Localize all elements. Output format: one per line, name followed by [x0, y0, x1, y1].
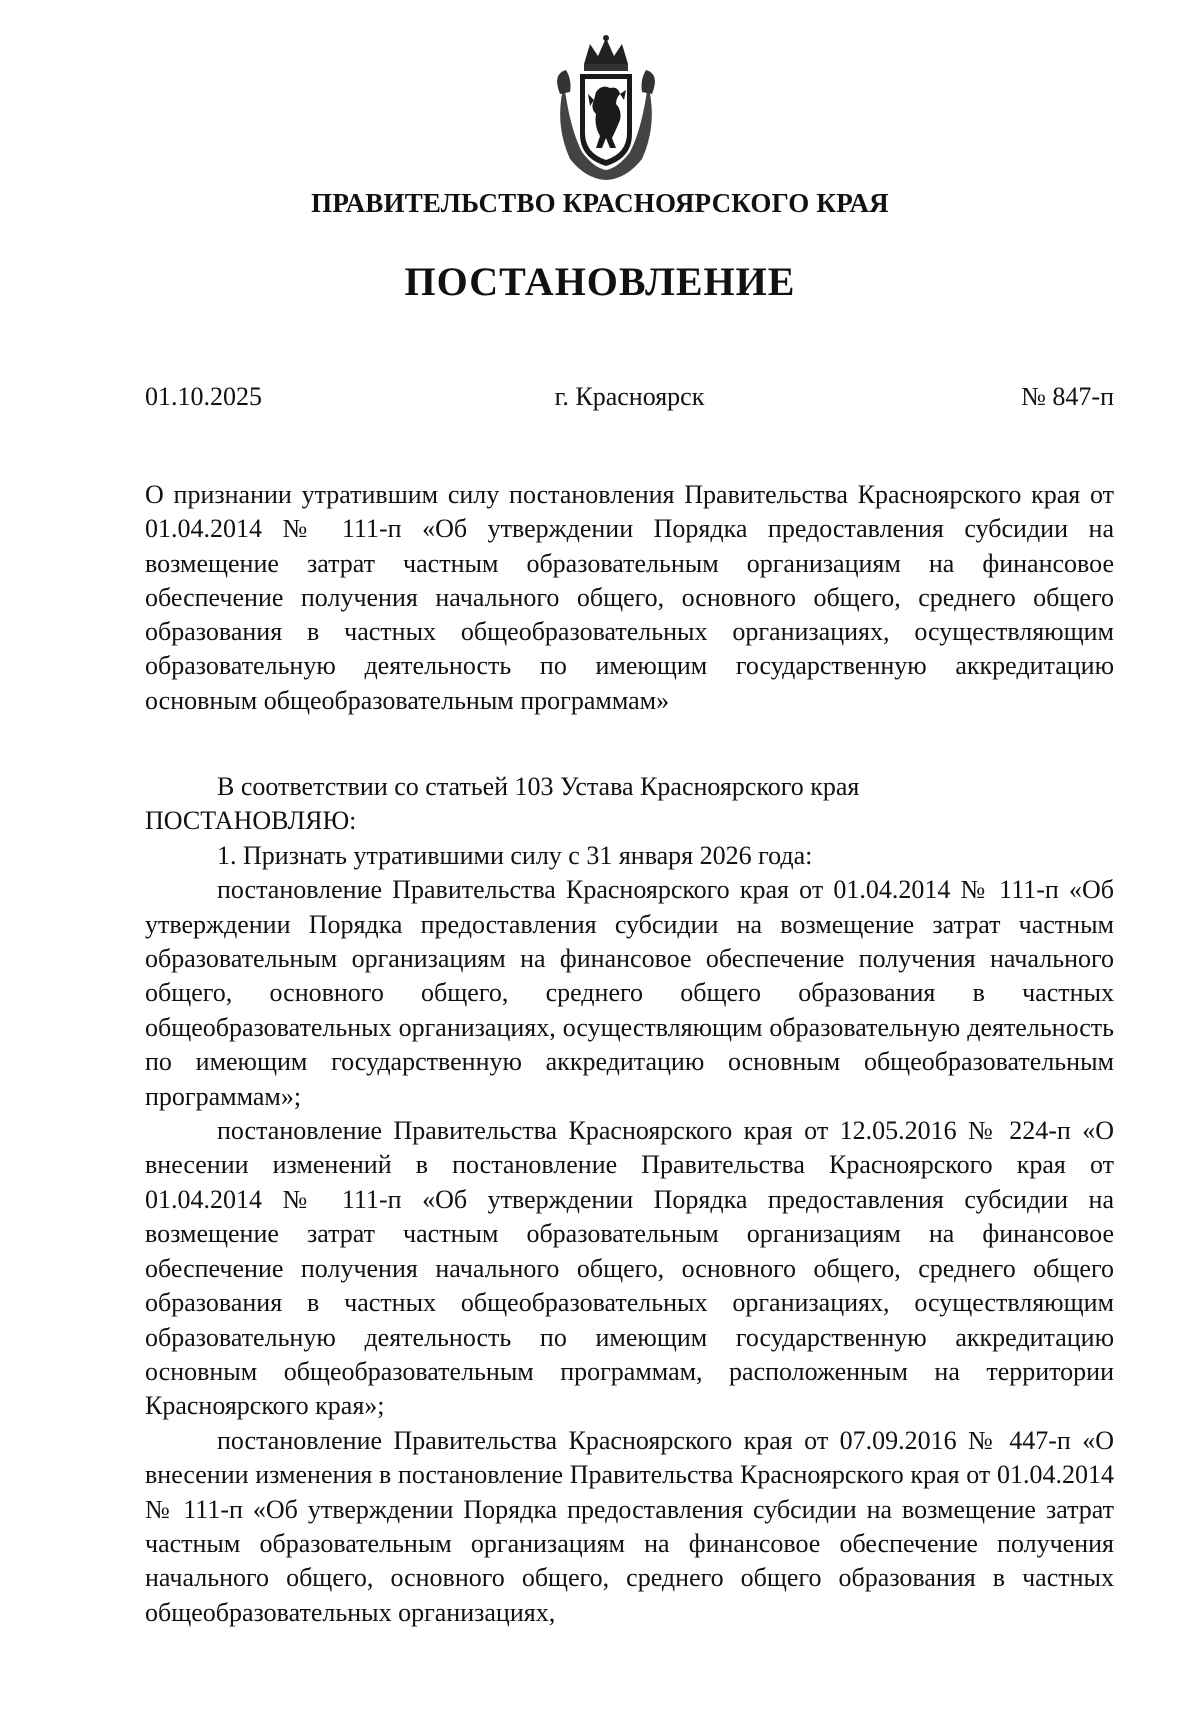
repealed-act-3: постановление Правительства Красноярского края от 07.09.2016 № 447-п «О внесении изменения в постановление Правительства Красноярского края от 01.04.2014 № 111-п «Об утверждении Порядка предоставления субсидии на возмещение затрат частным образовательным организациям на финансовое обеспечение получения начального общего, основного общего, среднего общего образования в частных общеобразовательных организациях,: [145, 1425, 1114, 1627]
document-number: № 847-п: [1021, 382, 1114, 411]
document-body: [145, 770, 1114, 1630]
repealed-act-2: постановление Правительства Красноярского края от 12.05.2016 № 224-п «О внесении изменений в постановление Правительства Красноярского края от 01.04.2014 № 111-п «Об утверждении Порядка предоставления субсидии на возмещение затрат частным образовательным организациям на финансовое обеспечение получения начального общего, основного общего, среднего общего образования в частных общеобразовательных организациях, осуществляющим образовательную деятельность по имеющим государственную аккредитацию основным общеобразовательным программам, расположенным на территории Красноярского края»;: [145, 1116, 1114, 1421]
repealed-act-1: постановление Правительства Красноярского края от 01.04.2014 № 111-п «Об утверждении Порядка предоставления субсидии на возмещение затрат частным образовательным организациям на финансовое обеспечение получения начального общего, основного общего, среднего общего образования в частных общеобразовательных организациях, осуществляющим образовательную деятельность по имеющим государственную аккредитацию основным общеобразовательным программам»;: [145, 875, 1114, 1111]
item-1: 1. Признать утратившими силу с 31 января 2026 года:: [217, 840, 813, 870]
document-date: 01.10.2025: [145, 382, 262, 411]
document-meta: [145, 382, 1114, 416]
document-city: г. Красноярск: [554, 382, 705, 411]
coat-of-arms-icon: [550, 34, 662, 184]
document-type: ПОСТАНОВЛЕНИЕ: [404, 259, 796, 304]
decree-word: ПОСТАНОВЛЯЮ:: [145, 806, 357, 836]
document-title: О признании утратившим силу постановления Правительства Красноярского края от 01.04.2014 № 111-п «Об утверждении Порядка предоставления субсидии на возмещение затрат частным образовательным организациям на финансовое обеспечение получения начального общего, основного общего, среднего общего образования в частных общеобразовательных организациях, осуществляющим образовательную деятельность по имеющим государственную аккредитацию основным общеобразовательным программам»: [145, 480, 1114, 715]
preamble: В соответствии со статьей 103 Устава Красноярского края: [217, 772, 860, 801]
organization-name: ПРАВИТЕЛЬСТВО КРАСНОЯРСКОГО КРАЯ: [311, 188, 889, 218]
